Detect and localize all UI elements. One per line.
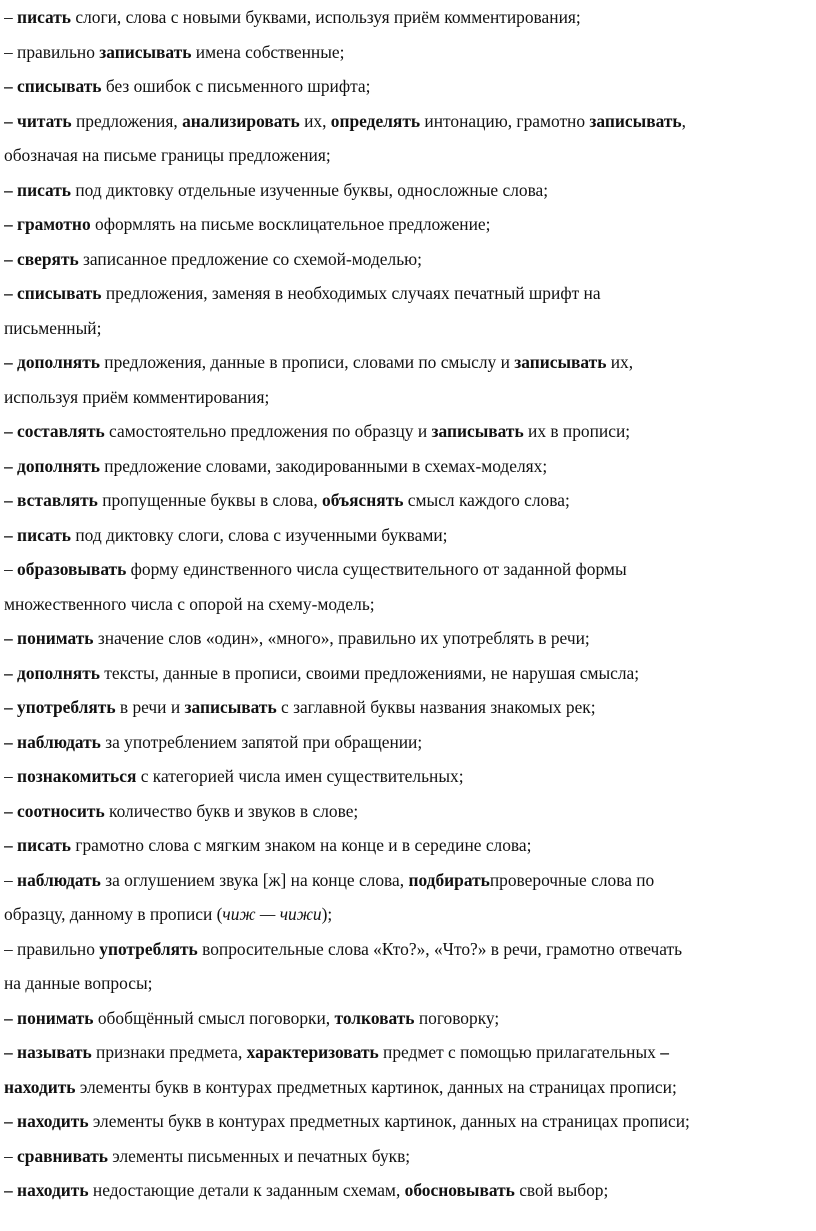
text-segment: множественного числа с опорой на схему-модель; <box>4 593 375 614</box>
text-segment: элементы письменных и печатных букв; <box>107 1145 411 1166</box>
text-segment: образцу, данному в прописи ( <box>4 904 223 924</box>
text-segment: их, <box>606 352 634 372</box>
text-segment: предложение словами, закодированными в схемах-моделях; <box>99 455 548 476</box>
text-line <box>4 104 812 139</box>
text-line <box>4 863 812 898</box>
text-segment: ); <box>321 904 333 924</box>
text-line <box>4 1070 812 1105</box>
text-segment: грамотно слова с мягким знаком на конце и в середине слова; <box>71 835 532 855</box>
text-segment: их, <box>299 110 331 131</box>
bold-text: – составлять <box>4 421 105 441</box>
text-line <box>4 242 812 277</box>
text-line <box>4 345 812 380</box>
text-segment: за оглушением звука [ж] на конце слова, <box>100 869 409 890</box>
bold-text: записывать <box>431 421 524 441</box>
text-line <box>4 587 812 622</box>
text-segment: с категорией числа имен существительных; <box>136 766 464 786</box>
bold-text: анализировать <box>182 110 300 131</box>
text-line <box>4 449 812 484</box>
bold-text: находить <box>4 1076 76 1097</box>
text-line <box>4 0 812 35</box>
bold-text: – находить <box>4 1180 89 1200</box>
text-line <box>4 138 812 173</box>
text-segment: обозначая на письме границы предложения; <box>4 145 331 165</box>
bold-text: – сверять <box>4 248 79 269</box>
bold-text: – понимать <box>4 628 94 648</box>
text-segment: с заглавной буквы названия знакомых рек; <box>276 697 596 717</box>
text-segment: записанное предложение со схемой-моделью; <box>78 248 422 269</box>
bold-text: употреблять <box>99 938 198 959</box>
text-segment: предложения, заменяя в необходимых случаях печатный шрифт на <box>101 283 601 303</box>
text-line <box>4 725 812 760</box>
bold-text: характеризовать <box>246 1042 379 1062</box>
text-line <box>4 380 812 415</box>
text-line <box>4 828 812 863</box>
text-line <box>4 518 812 553</box>
text-segment: предложения, <box>71 110 183 131</box>
bold-text: записывать <box>184 697 277 717</box>
bold-text: наблюдать <box>17 869 101 890</box>
text-line <box>4 897 812 932</box>
text-line <box>4 1035 812 1070</box>
text-segment: проверочные слова по <box>489 869 655 890</box>
bold-text: – <box>655 1042 669 1062</box>
text-segment: самостоятельно предложения по образцу и <box>104 421 432 441</box>
text-segment: форму единственного числа существительного от заданной формы <box>126 559 627 579</box>
text-line <box>4 35 812 70</box>
text-line <box>4 759 812 794</box>
text-segment: на данные вопросы; <box>4 973 153 993</box>
text-segment: их в прописи; <box>523 421 631 441</box>
bold-text: – читать <box>4 110 72 131</box>
text-line <box>4 656 812 691</box>
text-segment: элементы букв в контурах предметных картинок, данных на страницах прописи; <box>75 1076 677 1097</box>
text-segment: имена собственные; <box>191 41 345 62</box>
text-line <box>4 1139 812 1174</box>
text-line <box>4 1173 812 1208</box>
text-segment: интонацию, грамотно <box>420 110 590 131</box>
text-segment: недостающие детали к заданным схемам, <box>88 1180 405 1200</box>
text-segment: под диктовку слоги, слова с изученными буквами; <box>71 524 448 545</box>
text-segment: – правильно <box>4 938 100 959</box>
text-line <box>4 552 812 587</box>
bold-text: – списывать <box>4 76 102 96</box>
text-line <box>4 311 812 346</box>
text-segment: свой выбор; <box>514 1180 609 1200</box>
text-line <box>4 173 812 208</box>
italic-text: чиж — чижи <box>222 904 322 924</box>
bold-text: – называть <box>4 1042 92 1062</box>
text-line <box>4 1001 812 1036</box>
text-line <box>4 69 812 104</box>
bold-text: – понимать <box>4 1007 94 1028</box>
bold-text: – грамотно <box>4 214 91 234</box>
bold-text: сравнивать <box>17 1145 108 1166</box>
text-segment: слоги, слова с новыми буквами, используя приём комментирования; <box>71 7 581 27</box>
text-segment: – <box>4 766 18 786</box>
bold-text: – наблюдать <box>4 731 101 752</box>
text-segment: под диктовку отдельные изученные буквы, односложные слова; <box>71 179 549 200</box>
text-segment: тексты, данные в прописи, своими предложениями, не нарушая смысла; <box>99 662 640 683</box>
text-segment: – <box>4 7 18 27</box>
text-segment: – <box>4 559 18 579</box>
text-segment: элементы букв в контурах предметных картинок, данных на страницах прописи; <box>88 1111 690 1131</box>
text-segment: – <box>4 869 18 890</box>
text-line <box>4 690 812 725</box>
bold-text: толковать <box>334 1007 415 1028</box>
text-segment: без ошибок с письменного шрифта; <box>101 76 371 96</box>
text-segment: используя приём комментирования; <box>4 386 270 407</box>
text-line <box>4 414 812 449</box>
bold-text: – списывать <box>4 283 102 303</box>
text-line <box>4 966 812 1001</box>
bold-text: записывать <box>589 110 682 131</box>
bold-text: подбирать <box>408 869 490 890</box>
bold-text: – писать <box>4 835 71 855</box>
bold-text: – соотносить <box>4 800 105 821</box>
text-segment: смысл каждого слова; <box>403 490 570 510</box>
bold-text: – писать <box>4 524 71 545</box>
text-line <box>4 794 812 829</box>
bold-text: – дополнять <box>4 455 100 476</box>
text-line <box>4 276 812 311</box>
bold-text: образовывать <box>17 559 127 579</box>
bold-text: – вставлять <box>4 490 98 510</box>
text-segment: , <box>681 110 686 131</box>
bold-text: записывать <box>99 41 192 62</box>
text-segment: за употреблением запятой при обращении; <box>100 731 423 752</box>
text-line <box>4 621 812 656</box>
bold-text: писать <box>17 7 72 27</box>
bold-text: познакомиться <box>17 766 137 786</box>
text-line <box>4 1104 812 1139</box>
text-segment: значение слов «один», «много», правильно их употреблять в речи; <box>93 628 590 648</box>
text-segment: – <box>4 1145 18 1166</box>
bold-text: – употреблять <box>4 697 116 717</box>
text-line <box>4 207 812 242</box>
text-segment: предмет с помощью прилагательных <box>378 1042 656 1062</box>
bold-text: объяснять <box>322 490 404 510</box>
bold-text: – находить <box>4 1111 89 1131</box>
text-segment: вопросительные слова «Кто?», «Что?» в речи, грамотно отвечать <box>197 938 683 959</box>
text-segment: письменный; <box>4 317 102 338</box>
text-segment: предложения, данные в прописи, словами по смыслу и <box>99 352 515 372</box>
text-segment: – правильно <box>4 41 100 62</box>
text-line <box>4 483 812 518</box>
text-segment: признаки предмета, <box>91 1042 247 1062</box>
text-segment: в речи и <box>115 697 185 717</box>
text-segment: количество букв и звуков в слове; <box>104 800 359 821</box>
bold-text: – дополнять <box>4 662 100 683</box>
bold-text: обосновывать <box>404 1180 515 1200</box>
text-segment: поговорку; <box>414 1007 500 1028</box>
bold-text: – дополнять <box>4 352 100 372</box>
bold-text: – писать <box>4 179 71 200</box>
text-line <box>4 932 812 967</box>
bold-text: записывать <box>514 352 607 372</box>
text-segment: обобщённый смысл поговорки, <box>93 1007 335 1028</box>
text-segment: оформлять на письме восклицательное предложение; <box>90 214 491 234</box>
text-segment: пропущенные буквы в слова, <box>97 490 323 510</box>
bold-text: определять <box>330 110 421 131</box>
